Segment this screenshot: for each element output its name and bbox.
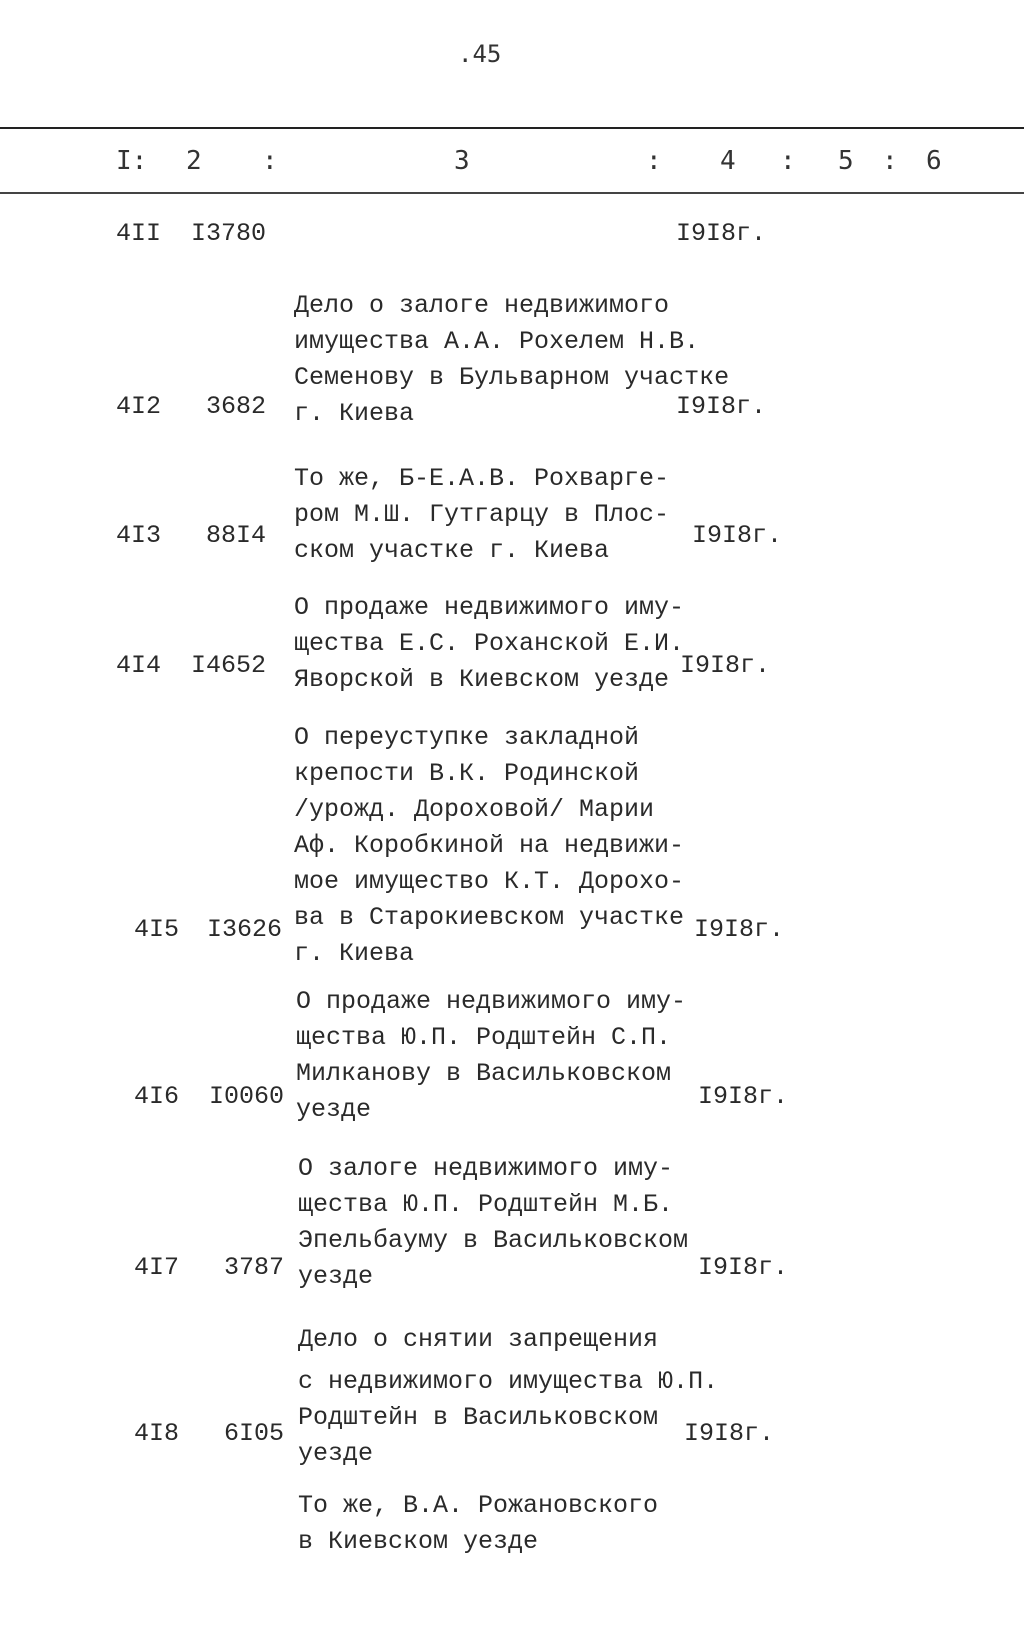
entry-year: I9I8г. [676,392,767,421]
entry-number: 4II [116,219,162,248]
entry-description: То же, Б-Е.А.В. Рохварге- ром М.Ш. Гутгарцу в Плос- ском участке г. Киева [294,464,670,565]
entry-number: 4I6 [134,1082,180,1111]
col-separator: : [646,146,662,176]
entry-number: 4I4 [116,651,162,680]
entry-year: I9I8г. [684,1419,775,1448]
entry-year: I9I8г. [694,915,785,944]
entry-description: О продаже недвижимого иму- щества Ю.П. Родштейн С.П. Милканову в Васильковском уезде [296,987,687,1124]
col-separator: : [780,146,796,176]
case-code: 88I4 [205,521,266,550]
header-top-rule [0,127,1024,129]
entry-number: 4I3 [116,521,162,550]
entry-description: Дело о залоге недвижимого имущества А.А. Рохелем Н.В. Семенову в Бульварном участке г. Киева [294,291,730,428]
entry-description: О переуступке закладной крепости В.К. Родинской /урожд. Дороховой/ Марии Аф. Коробкиной на недвижи- мое имущество К.Т. Дорохо- ва в Старокиевском участке г. Киева [294,723,685,968]
entry-description: Дело о снятии запрещения с недвижимого имущества Ю.П. Родштейн в Васильковском уезде [298,1325,719,1468]
entry-year: I9I8г. [692,521,783,550]
col-6-header: 6 [926,146,942,176]
case-code: 3787 [223,1253,284,1282]
entry-year: I9I8г. [676,219,767,248]
case-code: I3626 [206,915,282,944]
entry-number: 4I8 [134,1419,180,1448]
page-number: .45 [458,40,502,68]
case-code: I0060 [208,1082,284,1111]
entry-year: I9I8г. [698,1082,789,1111]
col-separator: : [882,146,898,176]
col-5-header: 5 [838,146,854,176]
entry-description: О залоге недвижимого иму- щества Ю.П. Родштейн М.Б. Эпельбауму в Васильковском уезде [298,1154,689,1291]
entry-year: I9I8г. [680,651,771,680]
entry-number: 4I5 [134,915,180,944]
entry-number: 4I7 [134,1253,180,1282]
col-separator: : [262,146,278,176]
case-code: 6I05 [223,1419,284,1448]
header-bottom-rule [0,192,1024,194]
case-code: I4652 [190,651,266,680]
entry-description: О продаже недвижимого иму- щества Е.С. Роханской Е.И. Яворской в Киевском уезде [294,593,685,694]
entry-year: I9I8г. [698,1253,789,1282]
col-3-header: 3 [454,146,470,176]
col-1-header: I: [116,146,148,176]
case-code: I3780 [190,219,266,248]
entry-number: 4I2 [116,392,162,421]
case-code: 3682 [205,392,266,421]
col-4-header: 4 [720,146,736,176]
entry-description: То же, В.А. Рожановского в Киевском уезде [298,1491,659,1556]
col-2-header: 2 [186,146,202,176]
